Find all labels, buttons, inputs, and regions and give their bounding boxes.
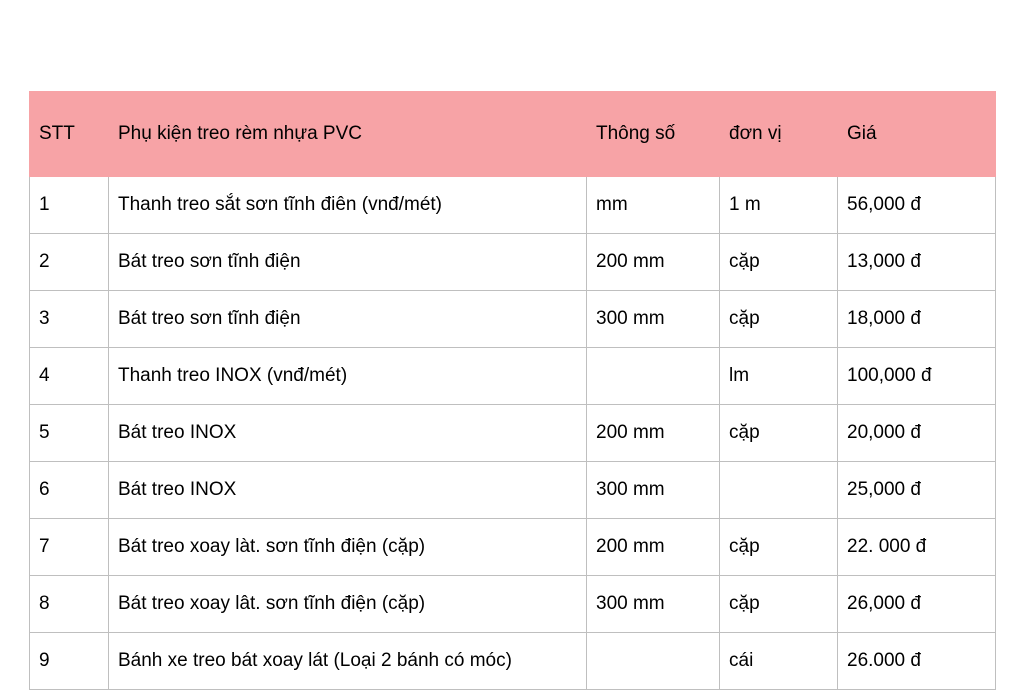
cell-stt: 2 [30,234,109,291]
cell-spec: 200 mm [587,519,720,576]
cell-price: 22. 000 đ [838,519,996,576]
column-header-spec: Thông số [587,92,720,177]
cell-product: Bánh xe treo bát xoay lát (Loại 2 bánh có móc) [109,633,587,690]
cell-unit: cặp [720,576,838,633]
cell-unit: lm [720,348,838,405]
cell-price: 20,000 đ [838,405,996,462]
cell-price: 18,000 đ [838,291,996,348]
cell-price: 13,000 đ [838,234,996,291]
cell-price: 56,000 đ [838,177,996,234]
cell-stt: 9 [30,633,109,690]
cell-price: 100,000 đ [838,348,996,405]
cell-spec: 200 mm [587,405,720,462]
table-row [30,519,996,576]
cell-product: Bát treo INOX [109,405,587,462]
cell-unit: cặp [720,291,838,348]
cell-stt: 1 [30,177,109,234]
cell-spec: 200 mm [587,234,720,291]
cell-stt: 8 [30,576,109,633]
cell-product: Thanh treo sắt sơn tĩnh điên (vnđ/mét) [109,177,587,234]
cell-unit [720,462,838,519]
table-row [30,234,996,291]
table-header-row [30,92,996,177]
table-row [30,405,996,462]
cell-unit: cặp [720,234,838,291]
cell-unit: cặp [720,405,838,462]
table-row [30,462,996,519]
cell-spec: mm [587,177,720,234]
cell-product: Thanh treo INOX (vnđ/mét) [109,348,587,405]
cell-price: 25,000 đ [838,462,996,519]
price-table-container [29,91,995,690]
cell-unit: cái [720,633,838,690]
table-row [30,576,996,633]
cell-product: Bát treo sơn tĩnh điện [109,234,587,291]
cell-stt: 7 [30,519,109,576]
cell-stt: 5 [30,405,109,462]
cell-spec: 300 mm [587,462,720,519]
cell-product: Bát treo xoay làt. sơn tĩnh điện (cặp) [109,519,587,576]
cell-price: 26.000 đ [838,633,996,690]
cell-spec [587,633,720,690]
table-row [30,633,996,690]
table-row [30,291,996,348]
cell-spec [587,348,720,405]
table-row [30,348,996,405]
cell-spec: 300 mm [587,576,720,633]
cell-price: 26,000 đ [838,576,996,633]
cell-unit: 1 m [720,177,838,234]
table-header [30,92,996,177]
cell-product: Bát treo sơn tĩnh điện [109,291,587,348]
cell-product: Bát treo xoay lât. sơn tĩnh điện (cặp) [109,576,587,633]
column-header-price: Giá [838,92,996,177]
price-table [29,91,996,690]
cell-stt: 3 [30,291,109,348]
cell-stt: 4 [30,348,109,405]
column-header-unit: đơn vị [720,92,838,177]
cell-stt: 6 [30,462,109,519]
cell-spec: 300 mm [587,291,720,348]
column-header-stt: STT [30,92,109,177]
table-row [30,177,996,234]
cell-unit: cặp [720,519,838,576]
cell-product: Bát treo INOX [109,462,587,519]
column-header-product: Phụ kiện treo rèm nhựa PVC [109,92,587,177]
table-body [30,177,996,690]
